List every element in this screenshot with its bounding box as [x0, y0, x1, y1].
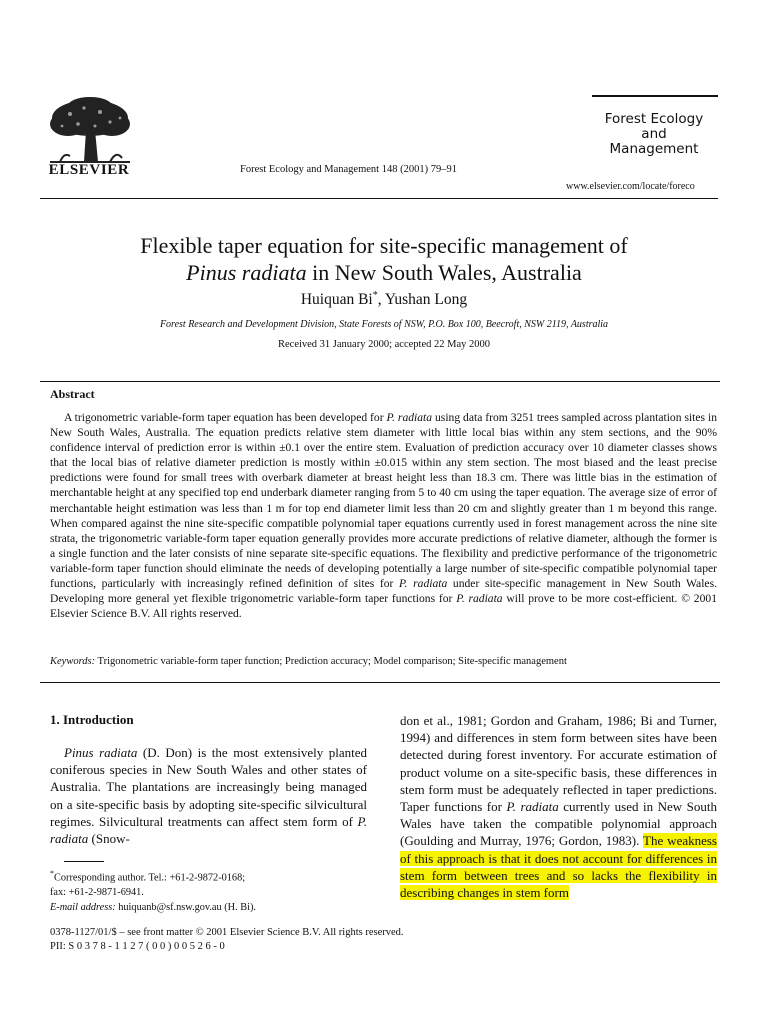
email-address[interactable]: huiquanb@sf.nsw.gov.au (H. Bi).: [115, 901, 256, 913]
section-heading-introduction: 1. Introduction: [50, 712, 134, 727]
title-line-1: Flexible taper equation for site-specific management of: [140, 233, 628, 258]
header-rule: [40, 198, 718, 199]
abstract-bottom-rule: [40, 682, 720, 683]
keywords-text: Trigonometric variable-form taper function; Prediction accuracy; Model comparison; Site-specific management: [95, 656, 567, 667]
issn-line: 0378-1127/01/$ – see front matter © 2001 Elsevier Science B.V. All rights reserved.: [50, 927, 404, 938]
journal-url[interactable]: www.elsevier.com/locate/foreco: [566, 181, 695, 192]
intro-right-2: currently used in New South Wales have taken the compatible polynomial approach (Goulding and Murray, 1976; Gordon, 1983).: [400, 799, 717, 849]
abstract-text: [50, 410, 717, 621]
abstract-part-3: under site-specific management in New South Wales. Developing more general yet flexible trigonometric variable-form taper functions for: [50, 577, 717, 606]
title-species: Pinus radiata: [186, 260, 307, 285]
abstract-part-2: using data from 3251 trees sampled across plantation sites in New South Wales, Australia. The equation predicts relative stem diameter with little local bias within any stem sections, and the 90% confidence interval of prediction error is within ±0.1 over the entire stem. Evaluation of prediction accuracy over 10 diameter classes shows that the local bias of relative diameter prediction is mostly within ±0.015 within any stem section. The most biased and the least precise predictions were found for small trees with overbark diameter at breast height less than 18.3 cm. There was little bias in the estimation of merchantable height at any specified top end underbark diameter ranging from 5 to 40 cm using the taper equation. The average size of error of merchantable height estimation was less than 1 m for top end diameter limit less than 20 cm and slightly greater than 1 m beyond this range. When compared against the nine site-specific compatible polynomial taper equations currently used in forest management across the nine site strata, the trigonometric variable-form taper equation generally provides more accurate predictions of relative diameter, although the former is a single function and the later consists of nine separate site-specific equations. The flexibility and predictive performance of the trigonometric variable-form taper function should eliminate the needs of developing potentially a large number of site-specific compatible polynomial taper functions, particularly with increasingly refined definition of sites for: [50, 411, 717, 591]
received-dates: Received 31 January 2000; accepted 22 May 2000: [278, 339, 490, 350]
footnote: [50, 867, 367, 915]
footnote-line-1: [50, 867, 367, 886]
author-2: , Yushan Long: [377, 291, 468, 309]
brand-line-2: and: [641, 126, 667, 142]
keywords: [50, 656, 567, 667]
highlighted-text: The weakness of this approach is that it does not account for differences in stem form between trees and so lacks the flexibility in describing changes in stem form: [400, 833, 717, 901]
abstract-species-3: P. radiata: [456, 592, 503, 606]
intro-species-c: P. radiata: [506, 799, 559, 815]
journal-reference: Forest Ecology and Management 148 (2001) 79–91: [240, 164, 457, 175]
email-label: E-mail address:: [50, 901, 116, 913]
intro-species: Pinus radiata: [64, 745, 138, 760]
title-rest: in New South Wales, Australia: [306, 260, 582, 285]
footnote-rule: [64, 861, 104, 862]
footnote-fax: fax: +61-2-9871-6941.: [50, 887, 144, 899]
title-line-2: [40, 259, 728, 286]
article-title: [40, 232, 728, 286]
corresponding-mark: *: [372, 290, 378, 301]
publisher-name: ELSEVIER: [48, 162, 130, 178]
brand-line-3: Management: [609, 141, 699, 157]
abstract-heading: Abstract: [50, 387, 95, 401]
brand-rule: [592, 95, 718, 97]
keywords-label: Keywords:: [50, 656, 96, 667]
abstract-species-1: P. radiata: [386, 411, 433, 424]
abstract-species-2: P. radiata: [399, 577, 448, 591]
abstract-part-1: A trigonometric variable-form taper equation has been developed for: [64, 411, 387, 424]
intro-right-column: [400, 712, 717, 901]
journal-brand: [592, 112, 716, 157]
intro-right-1: don et al., 1981; Gordon and Graham, 1986; Bi and Turner, 1994) and differences in stem form between sites have been detected during forest inventory. For accurate estimation of product volume on a site-specific basis, these differences in stem form must be adequately reflected in taper predictions. Taper functions for: [400, 713, 717, 815]
pii-line: PII: S 0 3 7 8 - 1 1 2 7 ( 0 0 ) 0 0 5 2 6 - 0: [50, 941, 225, 952]
affiliation: Forest Research and Development Division, State Forests of NSW, P.O. Box 100, Beecroft, NSW 2119, Australia: [159, 319, 609, 330]
intro-left-2: (Snow-: [88, 831, 130, 847]
issn-block: [50, 926, 404, 954]
footnote-email: [50, 901, 367, 916]
intro-left-1: (D. Don) is the most extensively planted coniferous species in New South Wales and other states of Australia. The plantations are increasingly being managed on a site-specific basis by adopting site-specific silvicultural regimes. Silvicultural treatments can affect stem form of: [50, 745, 367, 829]
footnote-phone: Corresponding author. Tel.: +61-2-9872-0168;: [54, 872, 246, 884]
abstract-part-4: will prove to be more cost-efficient. © 2001 Elsevier Science B.V. All rights reserved.: [50, 592, 717, 621]
intro-species-b: P. radiata: [50, 813, 367, 847]
abstract-top-rule: [40, 381, 720, 382]
intro-left-column: [50, 744, 367, 847]
authors: [40, 290, 728, 309]
footnote-mark: *: [50, 869, 54, 878]
author-1: Huiquan Bi: [300, 291, 373, 309]
brand-line-1: Forest Ecology: [604, 111, 704, 127]
